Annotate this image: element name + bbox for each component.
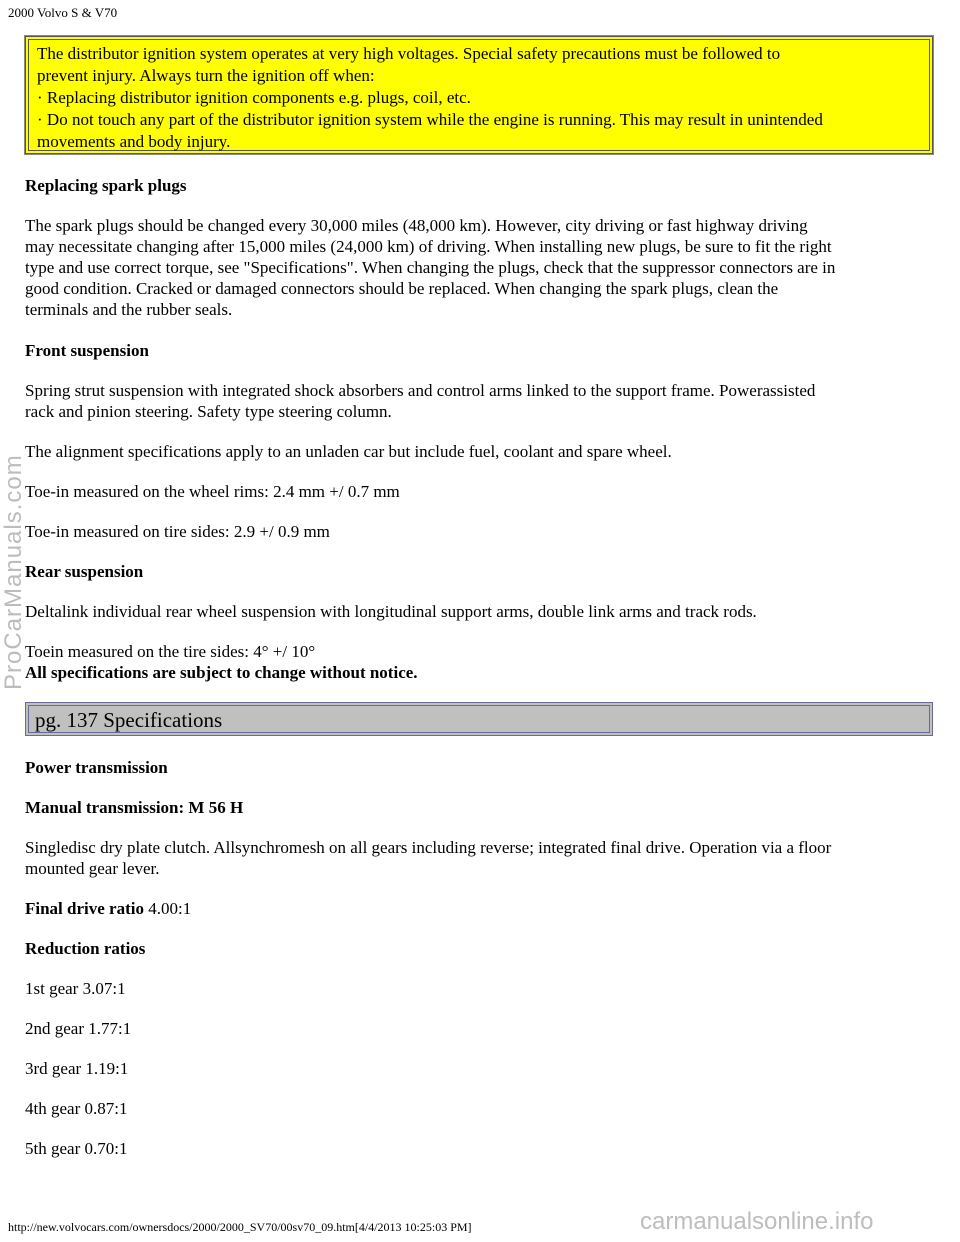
- front-suspension-heading: Front suspension: [25, 341, 149, 360]
- watermark-carmanualsonline: carmanualsonline.info: [640, 1208, 874, 1235]
- paragraph-line: good condition. Cracked or damaged connectors should be replaced. When changing the spark plugs, clean the: [25, 279, 779, 298]
- page-section-bar: pg. 137 Specifications: [25, 702, 933, 736]
- alignment-note: The alignment specifications apply to an unladen car but include fuel, coolant and spare wheel.: [25, 442, 672, 461]
- reduction-ratios-heading: Reduction ratios: [25, 939, 146, 958]
- final-drive-label: Final drive ratio: [25, 899, 144, 918]
- spark-plugs-paragraph: [25, 215, 940, 320]
- paragraph-line: The spark plugs should be changed every 30,000 miles (48,000 km). However, city driving or fast highway driving: [25, 216, 808, 235]
- paragraph-line: Singledisc dry plate clutch. Allsynchromesh on all gears including reverse; integrated final drive. Operation via a floor: [25, 838, 832, 857]
- paragraph-line: mounted gear lever.: [25, 859, 160, 878]
- paragraph-line: rack and pinion steering. Safety type steering column.: [25, 402, 392, 421]
- power-transmission-heading: Power transmission: [25, 758, 168, 777]
- watermark-procarmanuals: ProCarManuals.com: [0, 454, 27, 690]
- warning-line: The distributor ignition system operates at very high voltages. Special safety precautions must be followed to: [37, 44, 781, 63]
- transmission-paragraph: [25, 837, 940, 879]
- toe-in-tires: Toe-in measured on tire sides: 2.9 +/ 0.9 mm: [25, 522, 330, 541]
- warning-line: · Do not touch any part of the distributor ignition system while the engine is running. This may result in unintended: [37, 110, 823, 129]
- spark-plugs-heading: Replacing spark plugs: [25, 176, 187, 195]
- warning-line: prevent injury. Always turn the ignition off when:: [37, 66, 375, 85]
- final-drive-ratio: [25, 898, 940, 919]
- paragraph-line: terminals and the rubber seals.: [25, 300, 233, 319]
- gear-ratio: 4th gear 0.87:1: [25, 1099, 128, 1118]
- rear-suspension-description: Deltalink individual rear wheel suspension with longitudinal support arms, double link arms and track rods.: [25, 602, 757, 621]
- paragraph-line: type and use correct torque, see "Specifications". When changing the plugs, check that the suppressor connectors are in: [25, 258, 836, 277]
- gear-ratio: 3rd gear 1.19:1: [25, 1059, 129, 1078]
- paragraph-line: may necessitate changing after 15,000 miles (24,000 km) of driving. When installing new plugs, be sure to fit the right: [25, 237, 832, 256]
- footer-url: http://new.volvocars.com/ownersdocs/2000/2000_SV70/00sv70_09.htm[4/4/2013 10:25:03 PM]: [8, 1220, 472, 1234]
- paragraph-line: Spring strut suspension with integrated shock absorbers and control arms linked to the support frame. Powerassisted: [25, 381, 816, 400]
- final-drive-value: 4.00:1: [148, 899, 192, 918]
- gear-ratio: 1st gear 3.07:1: [25, 979, 126, 998]
- toe-in-rims: Toe-in measured on the wheel rims: 2.4 mm +/ 0.7 mm: [25, 482, 400, 501]
- gear-ratio: 2nd gear 1.77:1: [25, 1019, 132, 1038]
- front-suspension-paragraph: [25, 380, 940, 422]
- manual-transmission-heading: Manual transmission: M 56 H: [25, 798, 244, 817]
- warning-line: · Replacing distributor ignition components e.g. plugs, coil, etc.: [37, 88, 471, 107]
- warning-line: movements and body injury.: [37, 132, 231, 151]
- gear-ratio: 5th gear 0.70:1: [25, 1139, 128, 1158]
- page-header-title: 2000 Volvo S & V70: [8, 5, 118, 20]
- rear-toe-in: Toein measured on the tire sides: 4° +/ 10°: [25, 642, 316, 661]
- ignition-warning-box: [25, 36, 933, 154]
- specifications-notice: All specifications are subject to change without notice.: [25, 663, 418, 682]
- rear-suspension-heading: Rear suspension: [25, 562, 144, 581]
